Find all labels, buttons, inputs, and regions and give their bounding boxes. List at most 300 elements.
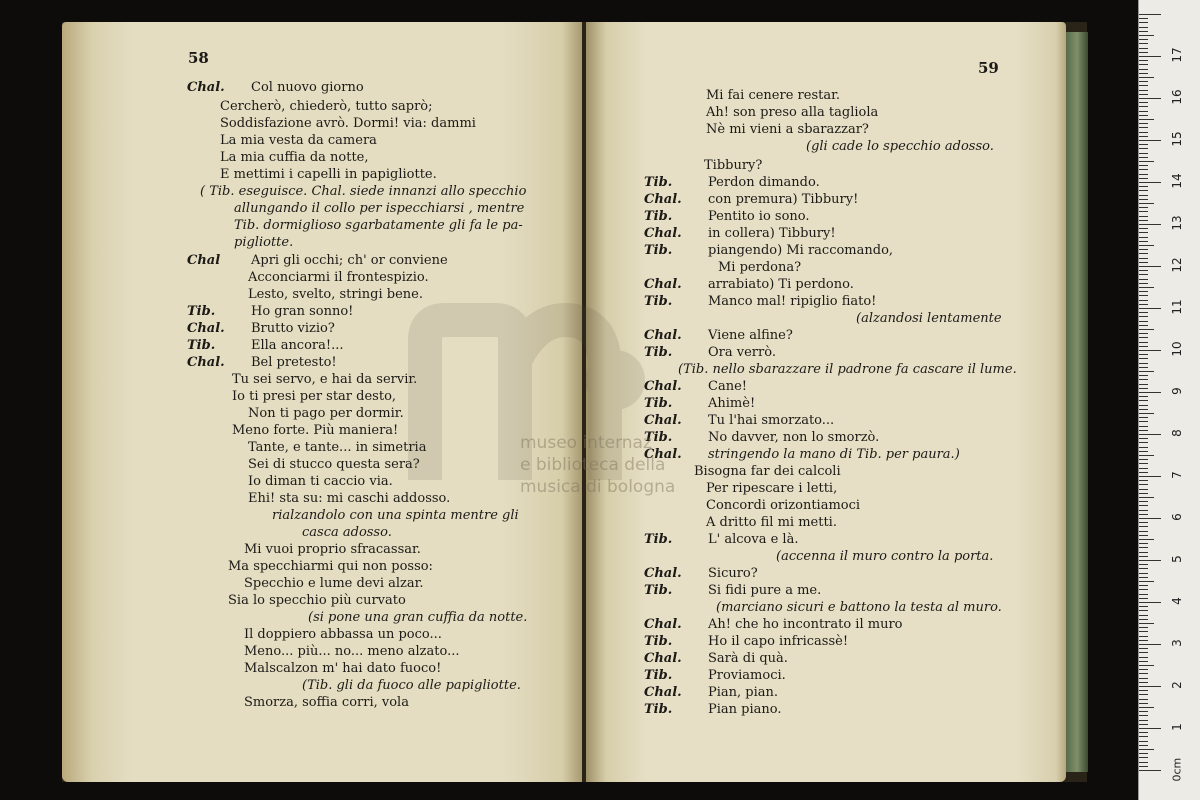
line-text: No davver, non lo smorzò. xyxy=(708,430,880,445)
ruler-tick xyxy=(1139,732,1148,733)
ruler-tick xyxy=(1139,720,1148,721)
speaker-name: Chal. xyxy=(644,277,682,292)
ruler-tick xyxy=(1139,90,1148,91)
line-text: Lesto, svelto, stringi bene. xyxy=(248,287,423,302)
left_page-line xyxy=(244,644,459,660)
ruler-tick xyxy=(1139,552,1148,553)
speaker-name: Tib. xyxy=(644,396,673,411)
line-text: Per ripescare i letti, xyxy=(706,481,838,496)
speaker-name: Tib. xyxy=(644,430,673,445)
ruler-tick xyxy=(1139,463,1148,464)
line-text: Specchio e lume devi alzar. xyxy=(244,576,424,591)
ruler-tick xyxy=(1139,241,1148,242)
line-text: pigliotte. xyxy=(234,235,294,250)
ruler-tick xyxy=(1139,111,1148,112)
ruler-tick xyxy=(1139,514,1148,515)
ruler-tick xyxy=(1139,547,1148,548)
ruler-tick xyxy=(1139,682,1148,683)
ruler-tick xyxy=(1139,711,1148,712)
ruler-tick xyxy=(1139,207,1148,208)
right_page-line xyxy=(704,158,762,174)
ruler-tick xyxy=(1139,665,1154,666)
ruler-tick xyxy=(1139,564,1148,565)
ruler-tick xyxy=(1139,434,1161,435)
ruler-tick xyxy=(1139,661,1148,662)
left_page-line xyxy=(302,525,392,541)
ruler-tick xyxy=(1139,367,1148,368)
right_page-line xyxy=(644,668,786,684)
ruler-tick xyxy=(1139,673,1148,674)
line-text: Acconciarmi il frontespizio. xyxy=(248,270,429,285)
left_page-line xyxy=(308,610,527,626)
ruler-tick xyxy=(1139,400,1148,401)
ruler-number: 12 xyxy=(1170,257,1184,273)
ruler-tick xyxy=(1139,640,1148,641)
ruler-tick xyxy=(1139,52,1148,53)
ruler-tick xyxy=(1139,526,1148,527)
line-text: Ah! che ho incontrato il muro xyxy=(708,617,903,632)
line-text: E mettimi i capelli in papigliotte. xyxy=(220,167,437,182)
line-text: rialzandolo con una spinta mentre gli xyxy=(272,508,519,523)
right_page-line xyxy=(678,362,1017,378)
right_page-line xyxy=(644,685,778,701)
left_page-line xyxy=(187,338,344,354)
right_page-line xyxy=(644,702,782,718)
ruler-tick xyxy=(1139,631,1148,632)
book-edge xyxy=(1066,32,1088,772)
line-text: Il doppiero abbassa un poco... xyxy=(244,627,442,642)
line-text: (si pone una gran cuffia da notte. xyxy=(308,610,528,625)
ruler-tick xyxy=(1139,749,1154,750)
speaker-name: Tib. xyxy=(644,668,673,683)
ruler-tick xyxy=(1139,447,1148,448)
ruler-tick xyxy=(1139,270,1148,271)
ruler-tick xyxy=(1139,291,1148,292)
ruler-tick xyxy=(1139,31,1148,32)
ruler-number: 6 xyxy=(1170,513,1184,521)
ruler-tick xyxy=(1139,699,1148,700)
line-text: Mi perdona? xyxy=(718,260,802,275)
ruler-tick xyxy=(1139,598,1148,599)
ruler-number: 4 xyxy=(1170,597,1184,605)
ruler-tick xyxy=(1139,258,1148,259)
line-text: Mi fai cenere restar. xyxy=(706,88,841,103)
ruler-tick xyxy=(1139,64,1148,65)
line-text: Tib. dormiglioso sgarbatamente gli fa le pa- xyxy=(234,218,523,233)
ruler-tick xyxy=(1139,426,1148,427)
ruler-tick xyxy=(1139,392,1161,393)
line-text: (accenna il muro contro la porta. xyxy=(776,549,994,564)
ruler-tick xyxy=(1139,266,1161,267)
ruler-tick xyxy=(1139,384,1148,385)
line-text: Malscalzon m' hai dato fuoco! xyxy=(244,661,442,676)
ruler-tick xyxy=(1139,438,1148,439)
ruler-tick xyxy=(1139,312,1148,313)
ruler-number: 2 xyxy=(1170,681,1184,689)
ruler-number: 14 xyxy=(1170,173,1184,189)
line-text: Cercherò, chiederò, tutto saprò; xyxy=(220,99,433,114)
ruler-number: 9 xyxy=(1170,387,1184,395)
ruler-tick xyxy=(1139,379,1148,380)
left_page-line xyxy=(244,695,409,711)
left_page-line xyxy=(220,167,437,183)
ruler-tick xyxy=(1139,346,1148,347)
ruler-tick xyxy=(1139,589,1148,590)
line-text: Meno... più... no... meno alzato... xyxy=(244,644,460,659)
left_page-line xyxy=(220,99,433,115)
line-text: Ho gran sonno! xyxy=(251,304,354,319)
ruler-tick xyxy=(1139,594,1148,595)
ruler-number: 13 xyxy=(1170,215,1184,231)
ruler-tick xyxy=(1139,556,1148,557)
right_page-line xyxy=(644,634,848,650)
ruler-tick xyxy=(1139,581,1154,582)
right_page-line xyxy=(806,139,994,155)
ruler-tick xyxy=(1139,174,1148,175)
ruler-tick xyxy=(1139,342,1148,343)
ruler-tick xyxy=(1139,468,1148,469)
right_page-line xyxy=(644,413,834,429)
left_page-line xyxy=(248,440,426,456)
ruler-tick xyxy=(1139,417,1148,418)
ruler-tick xyxy=(1139,396,1148,397)
right_page-line xyxy=(644,192,858,208)
left_page-line xyxy=(232,372,417,388)
ruler-tick xyxy=(1139,510,1148,511)
ruler-tick xyxy=(1139,94,1148,95)
left_page-line xyxy=(187,321,335,337)
ruler-tick xyxy=(1139,321,1148,322)
line-text: Viene alfine? xyxy=(708,328,793,343)
line-text: arrabiato) Ti perdono. xyxy=(708,277,854,292)
ruler-number: 15 xyxy=(1170,131,1184,147)
speaker-name: Chal. xyxy=(644,413,682,428)
right_page-line xyxy=(706,88,840,104)
right_page-line xyxy=(644,651,788,667)
ruler-tick xyxy=(1139,161,1154,162)
line-text: (alzandosi lentamente xyxy=(856,311,1002,326)
line-text: La mia cuffia da notte, xyxy=(220,150,369,165)
ruler-tick xyxy=(1139,568,1148,569)
ruler-tick xyxy=(1139,308,1161,309)
ruler-tick xyxy=(1139,39,1148,40)
line-text: Soddisfazione avrò. Dormi! via: dammi xyxy=(220,116,476,131)
ruler-tick xyxy=(1139,169,1148,170)
ruler-tick xyxy=(1139,657,1148,658)
right_page-line xyxy=(644,277,854,293)
ruler-tick xyxy=(1139,430,1148,431)
ruler-tick xyxy=(1139,619,1148,620)
measurement-ruler xyxy=(1138,0,1200,800)
ruler-number: 3 xyxy=(1170,639,1184,647)
line-text: Io diman ti caccio via. xyxy=(248,474,393,489)
ruler-tick xyxy=(1139,85,1148,86)
ruler-tick xyxy=(1139,132,1148,133)
ruler-tick xyxy=(1139,190,1148,191)
ruler-tick xyxy=(1139,409,1148,410)
line-text: Tante, e tante... in simetria xyxy=(248,440,427,455)
left_page-line xyxy=(248,457,420,473)
speaker-name: Chal. xyxy=(644,328,682,343)
ruler-tick xyxy=(1139,375,1148,376)
ruler-tick xyxy=(1139,736,1148,737)
right_page-line xyxy=(644,209,810,225)
ruler-tick xyxy=(1139,77,1154,78)
ruler-number: 10 xyxy=(1170,341,1184,357)
ruler-tick xyxy=(1139,455,1154,456)
line-text: Non ti pago per dormir. xyxy=(248,406,404,421)
line-text: con premura) Tibbury! xyxy=(708,192,859,207)
line-text: Smorza, soffia corri, vola xyxy=(244,695,409,710)
ruler-tick xyxy=(1139,770,1161,771)
ruler-tick xyxy=(1139,766,1148,767)
line-text: A dritto fil mi metti. xyxy=(706,515,837,530)
ruler-tick xyxy=(1139,220,1148,221)
ruler-tick xyxy=(1139,405,1148,406)
ruler-tick xyxy=(1139,144,1148,145)
line-text: Sei di stucco questa sera? xyxy=(248,457,420,472)
speaker-name: Chal. xyxy=(644,447,682,462)
speaker-name: Chal. xyxy=(644,379,682,394)
line-text: Pian piano. xyxy=(708,702,782,717)
ruler-tick xyxy=(1139,211,1148,212)
speaker-name: Tib. xyxy=(644,634,673,649)
ruler-number: 1 xyxy=(1170,723,1184,731)
ruler-tick xyxy=(1139,27,1148,28)
ruler-tick xyxy=(1139,451,1148,452)
left_page-line xyxy=(244,661,441,677)
ruler-tick xyxy=(1139,459,1148,460)
left_page-line xyxy=(232,423,398,439)
speaker-name: Tib. xyxy=(644,209,673,224)
left_page-line xyxy=(302,678,521,694)
right_page-line xyxy=(706,105,878,121)
ruler-unit: 0cm xyxy=(1170,757,1184,782)
line-text: Cane! xyxy=(708,379,747,394)
right_page-line xyxy=(856,311,1002,327)
ruler-tick xyxy=(1139,442,1148,443)
right_page-line xyxy=(644,243,893,259)
ruler-tick xyxy=(1139,186,1148,187)
ruler-tick xyxy=(1139,501,1148,502)
ruler-tick xyxy=(1139,329,1154,330)
left_page-line xyxy=(220,116,476,132)
ruler-tick xyxy=(1139,531,1148,532)
ruler-tick xyxy=(1139,316,1148,317)
ruler-tick xyxy=(1139,18,1148,19)
ruler-tick xyxy=(1139,421,1148,422)
ruler-tick xyxy=(1139,22,1148,23)
left_page-line xyxy=(234,235,293,251)
speaker-name: Chal. xyxy=(187,355,225,370)
ruler-tick xyxy=(1139,140,1161,141)
line-text: Brutto vizio? xyxy=(251,321,335,336)
ruler-number: 5 xyxy=(1170,555,1184,563)
ruler-tick xyxy=(1139,627,1148,628)
ruler-tick xyxy=(1139,350,1161,351)
ruler-tick xyxy=(1139,119,1154,120)
left_page-line xyxy=(187,253,448,269)
speaker-name: Tib. xyxy=(644,175,673,190)
right_page-line xyxy=(694,464,841,480)
right_page-line xyxy=(706,481,837,497)
line-text: Nè mi vieni a sbarazzar? xyxy=(706,122,869,137)
right_page-line xyxy=(718,260,801,276)
line-text: Meno forte. Più maniera! xyxy=(232,423,399,438)
ruler-tick xyxy=(1139,505,1148,506)
ruler-tick xyxy=(1139,245,1154,246)
speaker-name: Tib. xyxy=(187,304,216,319)
ruler-tick xyxy=(1139,283,1148,284)
speaker-name: Tib. xyxy=(644,243,673,258)
ruler-tick xyxy=(1139,228,1148,229)
ruler-tick xyxy=(1139,476,1161,477)
ruler-tick xyxy=(1139,249,1148,250)
ruler-tick xyxy=(1139,560,1161,561)
line-text: ( Tib. eseguisce. Chal. siede innanzi allo specchio xyxy=(200,184,527,199)
right_page-line xyxy=(644,226,836,242)
ruler-tick xyxy=(1139,371,1154,372)
speaker-name: Tib. xyxy=(644,294,673,309)
left_page-line xyxy=(228,593,406,609)
line-text: Si fidi pure a me. xyxy=(708,583,822,598)
ruler-tick xyxy=(1139,262,1148,263)
line-text: Col nuovo giorno xyxy=(251,80,364,95)
ruler-tick xyxy=(1139,279,1148,280)
ruler-tick xyxy=(1139,73,1148,74)
ruler-tick xyxy=(1139,762,1148,763)
ruler-tick xyxy=(1139,753,1148,754)
line-text: L' alcova e là. xyxy=(708,532,799,547)
left_page-line xyxy=(248,287,423,303)
ruler-tick xyxy=(1139,232,1148,233)
ruler-tick xyxy=(1139,686,1161,687)
right_page-line xyxy=(644,430,879,446)
ruler-tick xyxy=(1139,295,1148,296)
speaker-name: Chal xyxy=(187,253,221,268)
ruler-tick xyxy=(1139,577,1148,578)
ruler-tick xyxy=(1139,287,1154,288)
speaker-name: Tib. xyxy=(644,532,673,547)
ruler-tick xyxy=(1139,102,1148,103)
ruler-tick xyxy=(1139,60,1148,61)
ruler-tick xyxy=(1139,106,1148,107)
ruler-tick xyxy=(1139,669,1148,670)
ruler-tick xyxy=(1139,363,1148,364)
right_page-line xyxy=(776,549,993,565)
right_page-line xyxy=(706,515,837,531)
ruler-tick xyxy=(1139,203,1154,204)
ruler-number: 16 xyxy=(1170,89,1184,105)
right_page-line xyxy=(706,122,869,138)
speaker-name: Chal. xyxy=(187,80,225,95)
ruler-tick xyxy=(1139,153,1148,154)
ruler-tick xyxy=(1139,216,1148,217)
line-text: Io ti presi per star desto, xyxy=(232,389,397,404)
ruler-tick xyxy=(1139,715,1148,716)
ruler-tick xyxy=(1139,644,1161,645)
ruler-number: 8 xyxy=(1170,429,1184,437)
ruler-tick xyxy=(1139,652,1148,653)
ruler-tick xyxy=(1139,724,1148,725)
speaker-name: Chal. xyxy=(644,617,682,632)
speaker-name: Tib. xyxy=(644,702,673,717)
line-text: Tu sei servo, e hai da servir. xyxy=(232,372,418,387)
speaker-name: Chal. xyxy=(644,226,682,241)
line-text: Tu l'hai smorzato... xyxy=(708,413,835,428)
ruler-tick xyxy=(1139,741,1148,742)
right_page-line xyxy=(644,583,821,599)
ruler-tick xyxy=(1139,253,1148,254)
ruler-tick xyxy=(1139,413,1154,414)
ruler-tick xyxy=(1139,694,1148,695)
left_page-line xyxy=(248,474,393,490)
ruler-tick xyxy=(1139,757,1148,758)
line-text: Ah! son preso alla tagliola xyxy=(706,105,879,120)
line-text: (marciano sicuri e battono la testa al muro. xyxy=(716,600,1002,615)
line-text: in collera) Tibbury! xyxy=(708,226,836,241)
ruler-number: 17 xyxy=(1170,47,1184,63)
line-text: Proviamoci. xyxy=(708,668,786,683)
left_page-line xyxy=(220,150,369,166)
speaker-name: Chal. xyxy=(644,685,682,700)
line-text: (Tib. gli da fuoco alle papigliotte. xyxy=(302,678,521,693)
ruler-tick xyxy=(1139,178,1148,179)
ruler-tick xyxy=(1139,472,1148,473)
ruler-tick xyxy=(1139,136,1148,137)
ruler-tick xyxy=(1139,127,1148,128)
line-text: Concordi orizontiamoci xyxy=(706,498,861,513)
ruler-tick xyxy=(1139,115,1148,116)
ruler-tick xyxy=(1139,35,1154,36)
left_page-line xyxy=(234,218,523,234)
ruler-tick xyxy=(1139,497,1154,498)
left_page-line xyxy=(272,508,519,524)
line-text: Manco mal! ripiglio fiato! xyxy=(708,294,877,309)
ruler-tick xyxy=(1139,543,1148,544)
watermark-text: museo internaz e biblioteca della musica di bologna xyxy=(520,433,676,497)
ruler-number: 7 xyxy=(1170,471,1184,479)
ruler-tick xyxy=(1139,678,1148,679)
line-text: Ella ancora!... xyxy=(251,338,344,353)
ruler-tick xyxy=(1139,703,1148,704)
ruler-number: 11 xyxy=(1170,299,1184,315)
right_page-line xyxy=(706,498,860,514)
line-text: (gli cade lo specchio adosso. xyxy=(806,139,994,154)
right_page-line xyxy=(644,447,960,463)
line-text: piangendo) Mi raccomando, xyxy=(708,243,894,258)
line-text: Pian, pian. xyxy=(708,685,779,700)
ruler-tick xyxy=(1139,489,1148,490)
ruler-tick xyxy=(1139,81,1148,82)
ruler-tick xyxy=(1139,539,1154,540)
left_page-line xyxy=(228,559,433,575)
right_page-line xyxy=(644,566,758,582)
ruler-tick xyxy=(1139,69,1148,70)
left_page-line xyxy=(220,133,377,149)
speaker-name: Chal. xyxy=(644,192,682,207)
right_page-line xyxy=(644,175,820,191)
ruler-tick xyxy=(1139,493,1148,494)
ruler-tick xyxy=(1139,14,1161,15)
line-text: Tibbury? xyxy=(704,158,763,173)
ruler-tick xyxy=(1139,199,1148,200)
left_page-line xyxy=(234,201,524,217)
right_page-line xyxy=(644,294,876,310)
line-text: Ahimè! xyxy=(708,396,756,411)
ruler-tick xyxy=(1139,237,1148,238)
line-text: Ora verrò. xyxy=(708,345,776,360)
